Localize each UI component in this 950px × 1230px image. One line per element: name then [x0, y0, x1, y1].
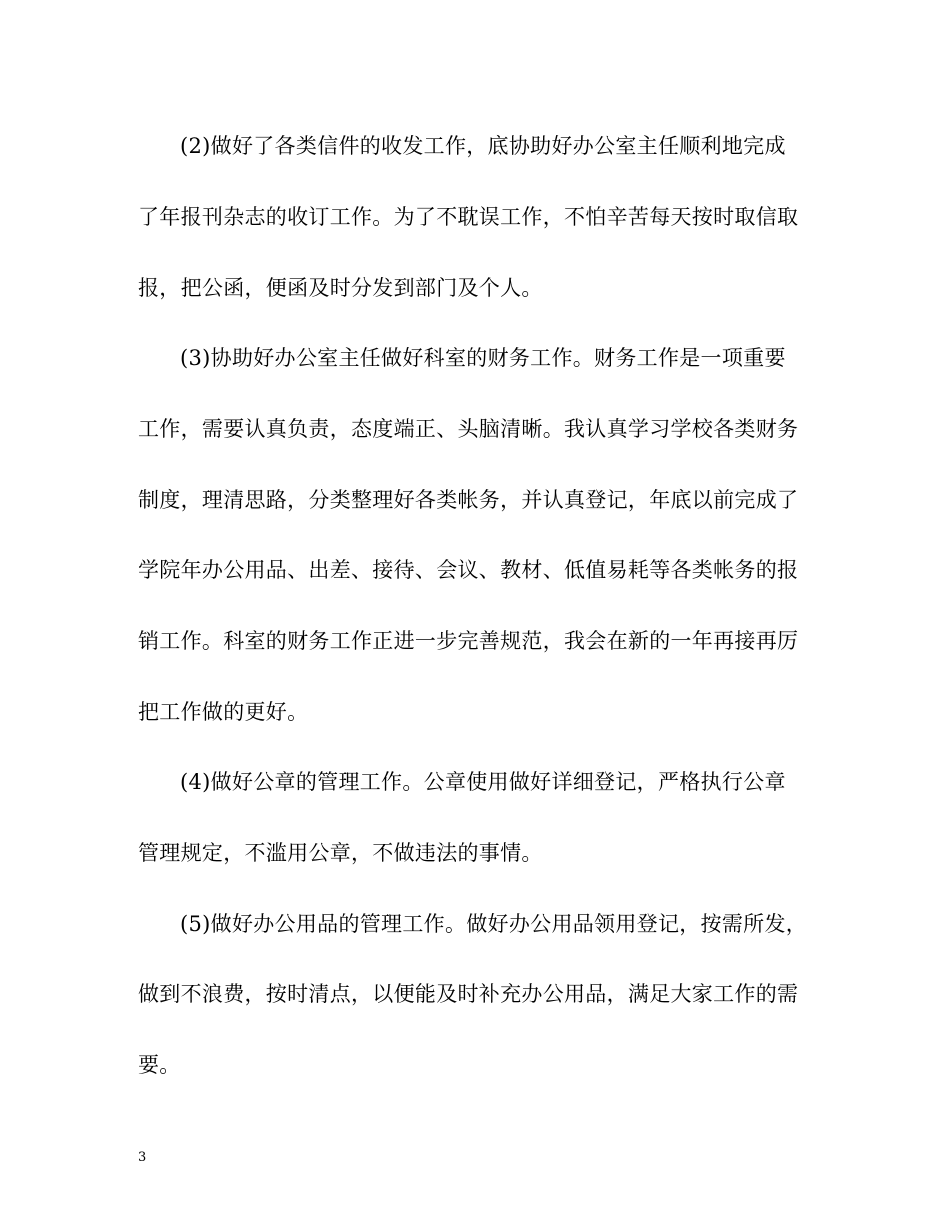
paragraph-3-line-6: 把工作做的更好。: [138, 700, 309, 724]
paragraph-5-line-2: 做到不浪费，按时清点，以便能及时补充办公用品，满足大家工作的需: [138, 982, 799, 1006]
paragraph-3-line-5: 销工作。科室的财务工作正进一步完善规范，我会在新的一年再接再厉: [138, 629, 799, 653]
paragraph-2-line-2: 了年报刊杂志的收订工作。为了不耽误工作，不怕辛苦每天按时取信取: [138, 205, 799, 229]
page-number: 3: [138, 1150, 147, 1165]
paragraph-3-line-3: 制度，理清思路，分类整理好各类帐务，并认真登记，年底以前完成了: [138, 488, 799, 512]
paragraph-2-line-3: 报，把公函，便函及时分发到部门及个人。: [138, 276, 543, 300]
paragraph-2-line-1: (2)做好了各类信件的收发工作，底协助好办公室主任顺利地完成: [180, 134, 786, 158]
paragraph-5-line-3: 要。: [138, 1053, 181, 1077]
paragraph-3-line-2: 工作，需要认真负责，态度端正、头脑清晰。我认真学习学校各类财务: [138, 417, 799, 441]
paragraph-4-line-1: (4)做好公章的管理工作。公章使用做好详细登记，严格执行公章: [180, 770, 786, 794]
paragraph-4-line-2: 管理规定，不滥用公章，不做违法的事情。: [138, 841, 543, 865]
paragraph-3-line-1: (3)协助好办公室主任做好科室的财务工作。财务工作是一项重要: [180, 346, 786, 370]
paragraph-5-line-1: (5)做好办公用品的管理工作。做好办公用品领用登记，按需所发，: [180, 912, 808, 936]
paragraph-3-line-4: 学院年办公用品、出差、接待、会议、教材、低值易耗等各类帐务的报: [138, 558, 799, 582]
